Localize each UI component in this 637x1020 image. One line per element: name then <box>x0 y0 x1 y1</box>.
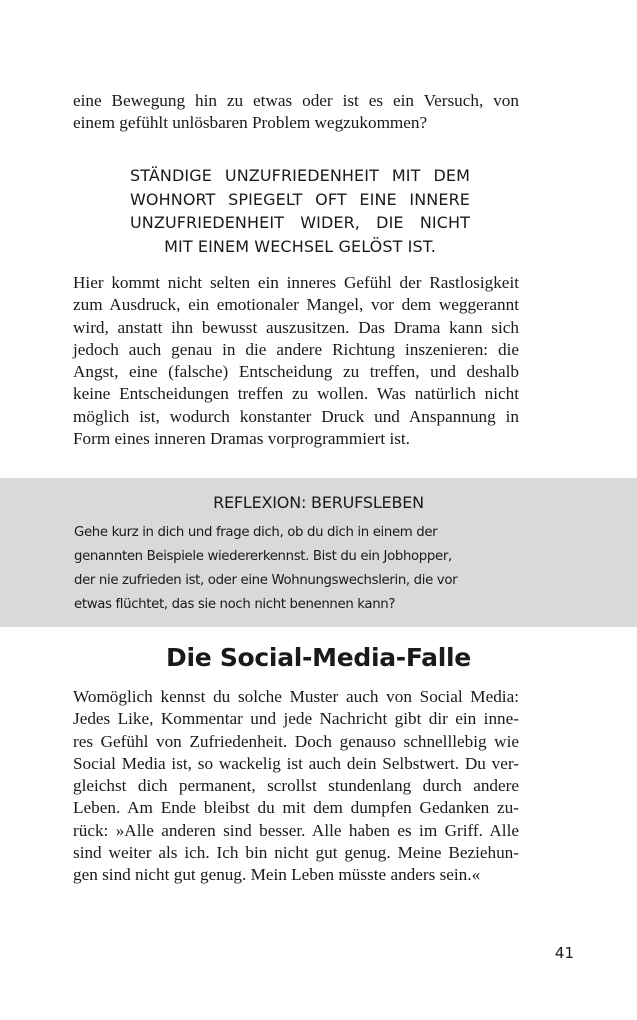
text-line: res Gefühl von Zufriedenheit. Doch genauso schnelllebig wie <box>73 731 519 751</box>
body-paragraph <box>73 686 519 887</box>
reflexion-box <box>0 478 637 627</box>
reflexion-line: genannten Beispiele wiedererkennst. Bist du ein Jobhopper, <box>74 549 452 564</box>
text-line: Womöglich kennst du solche Muster auch von Social Media: <box>73 687 519 706</box>
text-line: möglich ist, wodurch konstanter Druck und Anspannung in <box>73 406 519 426</box>
reflexion-line: Gehe kurz in dich und frage dich, ob du dich in einem der <box>74 525 438 540</box>
text-line: Angst, eine (falsche) Entscheidung zu treffen, und deshalb <box>73 362 519 382</box>
text-line: gen sind nicht gut genug. Mein Leben müsste anders sein.« <box>73 865 481 885</box>
text-line: wird, anstatt ihn bewusst auszusitzen. Das Drama kann sich <box>73 317 519 337</box>
text-line: sind weiter als ich. Ich bin nicht gut genug. Meine Beziehun- <box>73 843 519 863</box>
text-line: Leben. Am Ende bleibst du mit dem dumpfen Gedanken zu- <box>73 798 519 818</box>
text-line: eine Bewegung hin zu etwas oder ist es ein Versuch, von <box>73 91 519 110</box>
pull-quote-line: STÄNDIGE UNZUFRIEDENHEIT MIT DEM <box>130 166 470 185</box>
text-line: keine Entscheidungen treffen zu wollen. Was natürlich nicht <box>73 384 519 404</box>
pull-quote-line: MIT EINEM WECHSEL GELÖST IST. <box>164 236 436 256</box>
text-line: einem gefühlt unlösbaren Problem wegzukommen? <box>73 113 428 133</box>
reflexion-title: REFLEXION: BERUFSLEBEN <box>213 493 424 512</box>
reflexion-body <box>74 521 534 617</box>
intro-paragraph <box>73 90 519 135</box>
reflexion-line: der nie zufrieden ist, oder eine Wohnungswechslerin, die vor <box>74 573 458 588</box>
pull-quote-line: WOHNORT SPIEGELT OFT EINE INNERE <box>130 189 470 209</box>
text-line: zum Ausdruck, ein emotionaler Mangel, vor dem weggerannt <box>73 295 519 315</box>
pull-quote-line: UNZUFRIEDENHEIT WIDER, DIE NICHT <box>130 213 470 232</box>
body-paragraph <box>73 272 519 450</box>
pull-quote <box>130 164 470 258</box>
text-line: Jedes Like, Kommentar und jede Nachricht gibt dir ein inne- <box>73 709 519 729</box>
text-line: jedoch auch genau in die andere Richtung inszenieren: die <box>73 339 519 359</box>
text-line: Social Media ist, so wackelig ist auch dein Selbstwert. Du ver- <box>73 753 519 773</box>
text-line: Form eines inneren Dramas vorprogrammiert ist. <box>73 429 410 449</box>
text-line: gleichst dich permanent, scrollst stundenlang durch andere <box>73 776 519 796</box>
text-line: Hier kommt nicht selten ein inneres Gefühl der Rastlosigkeit <box>73 273 519 292</box>
text-line: rück: »Alle anderen sind besser. Alle haben es im Griff. Alle <box>73 820 519 840</box>
page-number: 41 <box>554 944 574 962</box>
reflexion-line: etwas flüchtet, das sie noch nicht benennen kann? <box>74 597 396 612</box>
section-heading: Die Social-Media-Falle <box>166 643 471 672</box>
